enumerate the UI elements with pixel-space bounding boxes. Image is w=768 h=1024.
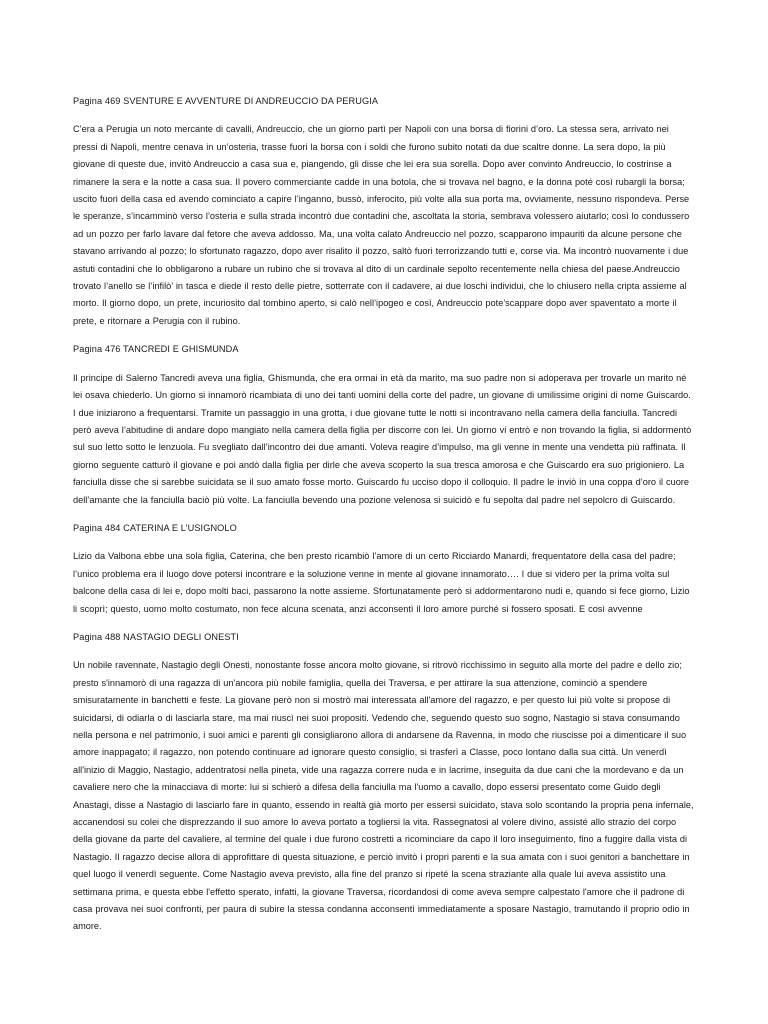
section-caterina (73, 520, 695, 618)
section-body: Un nobile ravennate, Nastagio degli Onesti, nonostante fosse ancora molto giovane, si ritrovò ricchissimo in seguito alla morte del padre e dello zio; presto s'innamorò di una ragazza di un'ancora più nobile famiglia, quella dei Traversa, e per attirare la sua attenzione, cominciò a spendere smisuratamente in banchetti e feste. La giovane però non si mostrò mai interessata all'amore del ragazzo, e per questo lui più volte si propose di suicidarsi, di odiarla o di lasciarla stare, ma mai riuscì nei suoi propositi. Vedendo che, seguendo questo suo sogno, Nastagio si stava consumando nella persona e nel patrimonio, i suoi amici e parenti gli consigliarono allora di andarsene da Ravenna, in modo che riuscisse poi a dimenticare il suo amore inappagato; il ragazzo, non potendo continuare ad ignorare questo consiglio, si trasferì a Classe, poco lontano dalla sua città. Un venerdì all'inizio di Maggio, Nastagio, addentratosi nella pineta, vide una ragazza correre nuda e in lacrime, inseguita da due cani che la mordevano e da un cavaliere nero che la minacciava di morte: lui si schierò a difesa della fanciulla ma l'uomo a cavallo, dopo essersi presentato come Guido degli Anastagi, disse a Nastagio di lasciarlo fare in quanto, essendo in realtà già morto per essersi suicidato, stava solo scontando la propria pena infernale, accanendosi su colei che disprezzando il suo amore lo aveva portato a togliersi la vita. Rassegnatosi al volere divino, assisté allo strazio del corpo della giovane da parte del cavaliere, al termine del quale i due furono costretti a ricominciare da capo il loro inseguimento, fino a fuggire dalla vista di Nastagio. Il ragazzo decise allora di approfittare di questa situazione, e perciò invitò i propri parenti e la sua amata con i suoi genitori a banchettare in quel luogo il venerdì seguente. Come Nastagio aveva previsto, alla fine del pranzo si ripeté la scena straziante alla quale lui aveva assistito una settimana prima, e questa ebbe l'effetto sperato, infatti, la giovane Traversa, ricordandosi di come aveva sempre calpestato l'amore che il padrone di casa provava nei suoi confronti, per paura di subire la stessa condanna acconsentì immediatamente a sposare Nastagio, tramutando il proprio odio in amore. (73, 660, 694, 932)
section-andreuccio (73, 93, 695, 330)
document-page (73, 93, 695, 947)
section-nastagio (73, 629, 695, 936)
section-body: C’era a Perugia un noto mercante di cavalli, Andreuccio, che un giorno partì per Napoli con una borsa di fiorini d’oro. La stessa sera, arrivato nei pressi di Napoli, mentre cenava in un’osteria, trasse fuori la borsa con i soldi che furono subito notati da due scaltre donne. La sera dopo, la più giovane di queste due, invitò Andreuccio a casa sua e, piangendo, gli disse che lei era sua sorella. Dopo aver convinto Andreuccio, lo costrinse a rimanere la sera e la notte a casa sua. Il povero commerciante cadde in una botola, che si trovava nel bagno, e la donna poté così rubargli la borsa; uscito fuori della casa ed avendo cominciato a capire l’inganno, bussò, inferocito, più volte alla sua porta ma, ovviamente, nessuno rispondeva. Perse le speranze, s’incamminò verso l’osteria e sulla strada incontrò due contadini che, ascoltata la storia, sembrava volessero aiutarlo; così lo condussero ad un pozzo per farlo lavare dal fetore che aveva addosso. Ma, una volta calato Andreuccio nel pozzo, scapparono impauriti da alcune persone che stavano arrivando al pozzo; lo sfortunato ragazzo, dopo aver risalito il pozzo, saltò fuori terrorizzando tutti e, corse via. Ma incontrò nuovamente i due astuti contadini che lo obbligarono a rubare un rubino che si trovava al dito di un cardinale sepolto recentemente nella chiesa del paese.Andreuccio trovato l’anello se l’infilò’ in tasca e diede il resto delle pietre, sotterrate con il cadavere, ai due loschi individui, che lo chiusero nella cripta assieme al morto. Il giorno dopo, un prete, incuriosito dal tombino aperto, si calò nell’ipogeo e così, Andreuccio pote’scappare dopo aver spaventato a morte il prete, e ritornare a Perugia con il rubino. (73, 124, 690, 326)
section-title: Pagina 488 NASTAGIO DEGLI ONESTI (73, 631, 239, 642)
section-title: Pagina 484 CATERINA E L’USIGNOLO (73, 522, 237, 533)
section-title: Pagina 476 TANCREDI E GHISMUNDA (73, 344, 239, 355)
section-body: Il principe di Salerno Tancredi aveva una figlia, Ghismunda, che era ormai in età da marito, ma suo padre non si adoperava per trovarle un marito né lei osava chiederlo. Un giorno si innamorò ricambiata di uno dei tanti uomini della corte del padre, un giovane di umilissime origini di nome Guiscardo. I due iniziarono a frequentarsi. Tramite un passaggio in una grotta, i due giovane tutte le notti si incontravano nella camera della fanciulla. Tancredi però aveva l’abitudine di andare dopo mangiato nella camera della figlia per discorre con lei. Un giorno vi entrò e non trovando la figlia, si addormentò sul suo letto sotto le lenzuola. Fu svegliato dall’incontro dei due amanti. Voleva reagire d’impulso, ma gli venne in mente una vendetta più raffinata. Il giorno seguente catturò il giovane e poi andò dalla figlia per dirle che aveva scoperto la sua tresca amorosa e che Guiscardo era suo prigioniero. La fanciulla disse che si sarebbe suicidata se il suo amato fosse morto. Guiscardo fu ucciso dopo il colloquio. Il padre le inviò in una coppa d’oro il cuore dell’amante che la fanciulla baciò più volte. La fanciulla bevendo una pozione velenosa si suicidò e fu sepolta dal padre nel sepolcro di Guiscardo. (73, 372, 692, 505)
section-tancredi (73, 341, 695, 509)
section-title: Pagina 469 SVENTURE E AVVENTURE DI ANDREUCCIO DA PERUGIA (73, 96, 379, 106)
section-body: Lizio da Valbona ebbe una sola figlia, Caterina, che ben presto ricambiò l’amore di un certo Ricciardo Manardi, frequentatore della casa del padre; l’unico problema era il luogo dove potersi incontrare e la soluzione venne in mente al giovane innamorato…. I due si videro per la prima volta sul balcone della casa di lei e, dopo molti baci, passarono la notte assieme. Sfortunatamente però si addormentarono nudi e, quando si fece giorno, Lizio li scoprì; questo, uomo molto costumato, non fece alcuna scenata, anzi acconsentì il loro amore purché si fossero sposati. E così avvenne (73, 551, 690, 614)
